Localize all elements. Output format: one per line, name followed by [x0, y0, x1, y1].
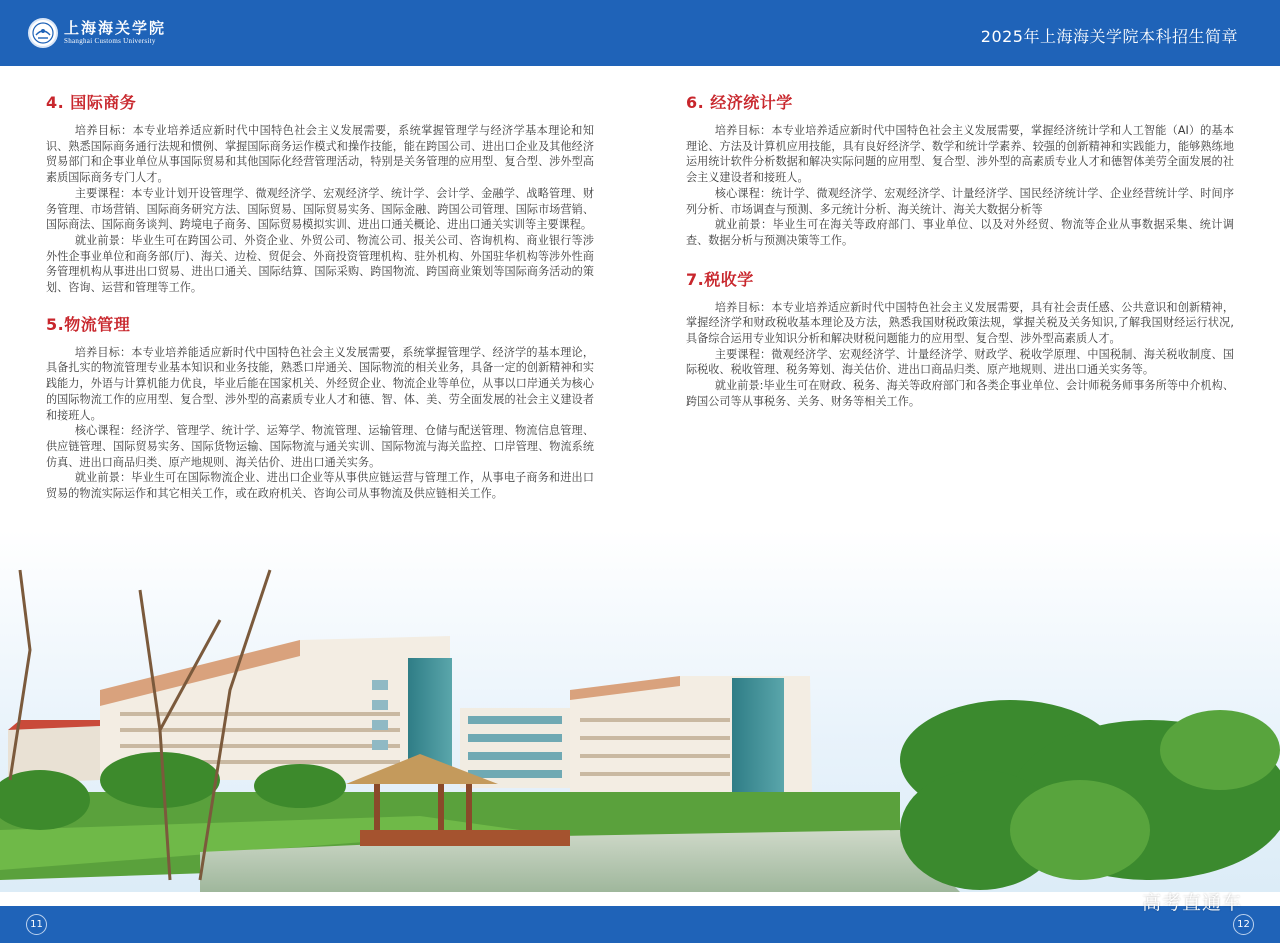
- career-paragraph: 就业前景：毕业生可在国际物流企业、进出口企业等从事供应链运营与管理工作，从事电子商务和进出口贸易的物流实际运作和其它相关工作，或在政府机关、咨询公司从事物流及供应链相关工作。: [46, 471, 594, 501]
- university-emblem-icon: [28, 18, 58, 48]
- footer-bar: [0, 906, 1280, 943]
- left-column: [46, 90, 594, 502]
- university-logo[interactable]: [28, 18, 166, 48]
- training-goal-paragraph: 培养目标：本专业培养适应新时代中国特色社会主义发展需要，具有社会责任感、公共意识和创新精神，掌握经济学和财政税收基本理论及方法，熟悉我国财税政策法规，掌握关税及关务知识,了解我国财经运行状况,具备综合运用专业知识分析和解决财税问题能力的应用型、复合型、涉外型高素质人才。: [686, 300, 1234, 346]
- courses-paragraph: 主要课程：本专业计划开设管理学、微观经济学、宏观经济学、统计学、会计学、金融学、战略管理、财务管理、市场营销、国际商务研究方法、国际贸易、国际贸易实务、国际金融、跨国公司管理、国际市场营销、国际商法、国际商务谈判、跨境电子商务、国际贸易模拟实训、进出口通关概论、进出口通关实训等主要课程。: [46, 186, 594, 232]
- campus-photo: [0, 530, 1280, 892]
- logo-english-name: Shanghai Customs University: [64, 37, 156, 45]
- career-paragraph: 就业前景：毕业生可在跨国公司、外资企业、外贸公司、物流公司、报关公司、咨询机构、商业银行等涉外性企事业单位和商务部(厅)、海关、边检、贸促会、外商投资管理机构、驻外机构、外国驻华机构等涉外性商务管理机构从事进出口贸易、进出口通关、国际结算、国际采购、跨国物流、跨国商业策划等国际商务活动的策划、咨询、运营和管理等工作。: [46, 233, 594, 295]
- major-section-economic-statistics: [686, 90, 1234, 249]
- career-paragraph: 就业前景:毕业生可在财政、税务、海关等政府部门和各类企事业单位、会计师税务师事务所等中介机构、跨国公司等从事税务、关务、财务等相关工作。: [686, 379, 1234, 408]
- brochure-title: 2025年上海海关学院本科招生简章: [980, 27, 1238, 46]
- logo-chinese-name: 上海海关学院: [64, 19, 167, 37]
- courses-paragraph: 核心课程：经济学、管理学、统计学、运筹学、物流管理、运输管理、仓储与配送管理、物流信息管理、供应链管理、国际贸易实务、国际货物运输、国际物流与通关实训、国际物流与海关监控、口岸管理、物流系统仿真、进出口商品归类、原产地规则、海关估价、进出口通关实务。: [46, 424, 594, 469]
- major-section-logistics-management: [46, 312, 594, 502]
- training-goal-paragraph: 培养目标：本专业培养能适应新时代中国特色社会主义发展需要，系统掌握管理学、经济学的基本理论，具备扎实的物流管理专业基本知识和业务技能，熟悉口岸通关、国际物流的相关业务，具备一定的创新精神和实践能力，外语与计算机能力优良，毕业后能在国家机关、外经贸企业、物流企业等单位，从事以口岸通关为核心的国际物流工作的应用型、复合型、涉外型的高素质专业人才和德、智、体、美、劳全面发展的社会主义建设者和接班人。: [46, 345, 594, 422]
- footer-gap: [0, 892, 1280, 906]
- courses-paragraph: 核心课程：统计学、微观经济学、宏观经济学、计量经济学、国民经济统计学、企业经营统计学、时间序列分析、市场调查与预测、多元统计分析、海关统计、海关大数据分析等: [686, 186, 1234, 216]
- page-number-left: 11: [26, 914, 47, 935]
- career-paragraph: 就业前景：毕业生可在海关等政府部门、事业单位、以及对外经贸、物流等企业从事数据采集、统计调查、数据分析与预测决策等工作。: [686, 218, 1234, 247]
- section-title: 4. 国际商务: [46, 93, 137, 112]
- training-goal-paragraph: 培养目标：本专业培养适应新时代中国特色社会主义发展需要，掌握经济统计学和人工智能（AI）的基本理论、方法及计算机应用技能，具有良好经济学、数学和统计学素养、较强的创新精神和实践能力，能够熟练地运用统计软件分析数据和解决实际问题的应用型、复合型、涉外型的高素质专业人才和德智体美劳全面发展的社会主义建设者和接班人。: [686, 124, 1234, 185]
- major-section-taxation: [686, 267, 1234, 410]
- courses-paragraph: 主要课程：微观经济学、宏观经济学、计量经济学、财政学、税收学原理、中国税制、海关税收制度、国际税收、税收管理、税务筹划、海关估价、进出口商品归类、原产地规则、进出口通关实务等。: [686, 347, 1234, 377]
- section-title: 7.税收学: [686, 269, 754, 289]
- training-goal-paragraph: 培养目标：本专业培养适应新时代中国特色社会主义发展需要，系统掌握管理学与经济学基本理论和知识、熟悉国际商务通行法规和惯例、掌握国际商务运作模式和操作技能，能在跨国公司、进出口企业及其他经济贸易部门和企事业单位从事国际贸易和其他国际化经营管理活动，特别是关务管理的应用型、复合型、涉外型高素质国际商务专门人才。: [46, 124, 594, 185]
- right-column: [686, 90, 1234, 410]
- logo-text: [64, 20, 166, 46]
- major-section-international-business: [46, 90, 594, 296]
- section-title: 6. 经济统计学: [686, 93, 793, 112]
- watermark-text: 高考直通车: [1142, 892, 1243, 914]
- section-title: 5.物流管理: [46, 314, 131, 334]
- page-number-right: 12: [1233, 914, 1254, 935]
